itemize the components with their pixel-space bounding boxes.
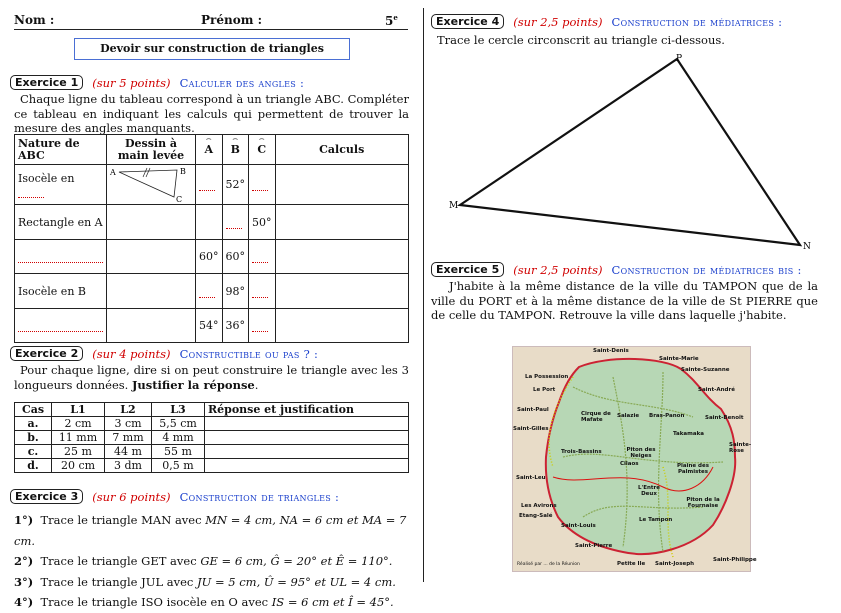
sketch-label-c: C [176, 194, 183, 204]
ex3-list [14, 510, 414, 613]
cell-calculs[interactable] [275, 309, 409, 343]
cell-dessin[interactable] [107, 205, 196, 240]
map-caption: Réalisé par ... de la Réunion [517, 562, 580, 567]
cell-calculs[interactable] [275, 205, 409, 240]
cell-l2: 44 m [105, 445, 152, 459]
cell-a: 54° [196, 309, 223, 343]
cell-dessin[interactable] [107, 165, 196, 205]
map-label: Les Avirons [521, 503, 557, 509]
col-b: ⌢ B [222, 135, 249, 165]
map-label: Sainte-Rose [729, 442, 752, 454]
ex1-points: (sur 5 points) [92, 75, 171, 90]
cell-dessin[interactable] [107, 240, 196, 274]
ex4-points: (sur 2,5 points) [513, 14, 603, 29]
table-row [15, 431, 409, 445]
ex3-topic: Construction de triangles : [179, 489, 340, 504]
ex2-topic: Constructible ou pas ? : [179, 346, 319, 361]
map-label: Sainte-Marie [659, 356, 699, 362]
ex1-table [14, 134, 409, 343]
ex4-text: Trace le cercle circonscrit au triangle ci-dessous. [437, 33, 725, 47]
cell-b: 60° [222, 240, 249, 274]
col-nature: Nature de ABC [15, 135, 107, 165]
cell-l1: 25 m [52, 445, 105, 459]
cell-l3: 5,5 cm [152, 417, 205, 431]
ex1-text: Chaque ligne du tableau correspond à un triangle ABC. Compléter ce tableau en indiquant les calculs qui permettent de trouver la mesure des angles manquants. [14, 92, 409, 135]
cell-c[interactable] [249, 240, 276, 274]
ex3-heading [10, 489, 339, 504]
cell-reponse[interactable] [205, 459, 409, 473]
cell-c: 50° [249, 205, 276, 240]
cell-l1: 11 mm [52, 431, 105, 445]
map-label: Salazie [617, 413, 640, 419]
cell-nature[interactable] [15, 240, 107, 274]
ex3-label: Exercice 3 [10, 489, 83, 504]
map-label: Saint-Pierre [575, 543, 613, 549]
cell-calculs[interactable] [275, 240, 409, 274]
col-l2: L2 [105, 403, 152, 417]
cell-a[interactable] [196, 165, 223, 205]
triangle-mpn-shape [460, 59, 800, 245]
column-divider [423, 8, 424, 582]
map-label: L'Entre Deux [638, 485, 660, 497]
sketch-label-a: A [110, 167, 116, 177]
ex5-heading [431, 262, 802, 277]
cell-a[interactable] [196, 205, 223, 240]
map-label: Piton de la Fournaise [686, 497, 720, 509]
ex5-label: Exercice 5 [431, 262, 504, 277]
cell-cas: b. [15, 431, 52, 445]
cell-reponse[interactable] [205, 431, 409, 445]
map-label: Saint-Philippe [713, 557, 757, 563]
vertex-p: P [676, 54, 683, 64]
map-label: Etang-Salé [519, 513, 553, 519]
ex2-label: Exercice 2 [10, 346, 83, 361]
map-label: Saint-Louis [561, 523, 596, 529]
page-title: Devoir sur construction de triangles [74, 38, 350, 60]
cell-l1: 20 cm [52, 459, 105, 473]
table-row [15, 459, 409, 473]
list-item: 2°) Trace le triangle GET avec GE = 6 cm, Ĝ = 20° et Ê = 110°. [14, 554, 393, 568]
table-row [15, 240, 409, 274]
cell-reponse[interactable] [205, 445, 409, 459]
map-label: Petite Ile [617, 561, 646, 567]
cell-l2: 3 dm [105, 459, 152, 473]
table-row [15, 165, 409, 205]
ex4-heading [431, 14, 782, 29]
map-label: Plaine des Palmistes [676, 463, 709, 475]
vertex-m: M [449, 201, 459, 211]
col-cas: Cas [15, 403, 52, 417]
cell-l2: 3 cm [105, 417, 152, 431]
map-label: Saint-Joseph [655, 561, 695, 567]
list-item: 3°) Trace le triangle JUL avec JU = 5 cm, Û = 95° et UL = 4 cm. [14, 574, 396, 589]
cell-b[interactable] [222, 205, 249, 240]
class-label: 5e [385, 13, 398, 28]
map-label: La Possession [525, 374, 569, 380]
cell-a[interactable] [196, 274, 223, 309]
cell-b: 52° [222, 165, 249, 205]
cell-cas: c. [15, 445, 52, 459]
map-label: Sainte-Suzanne [681, 367, 730, 373]
header-rule [14, 29, 408, 30]
map-label: Takamaka [673, 431, 704, 437]
cell-calculs[interactable] [275, 165, 409, 205]
table-row [15, 309, 409, 343]
table-row [15, 205, 409, 240]
cell-dessin[interactable] [107, 309, 196, 343]
col-c: ⌢ C [249, 135, 276, 165]
map-label: Bras-Panon [649, 413, 685, 419]
ex2-heading [10, 346, 318, 361]
sketch-label-b: B [180, 166, 186, 176]
col-dessin: Dessin à main levée [107, 135, 196, 165]
cell-cas: d. [15, 459, 52, 473]
ex3-points: (sur 6 points) [92, 489, 171, 504]
island-shape [513, 347, 750, 571]
map-label: Saint-Gilles [513, 426, 549, 432]
cell-b: 36° [222, 309, 249, 343]
cell-c[interactable] [249, 274, 276, 309]
cell-nature: Rectangle en A [15, 205, 107, 240]
map-label: Cilaos [620, 461, 639, 467]
ex4-label: Exercice 4 [431, 14, 504, 29]
list-item: 4°) Trace le triangle ISO isocèle en O avec IS = 6 cm et Î = 45°. [14, 595, 394, 609]
map-label: Cirque de Mafate [581, 411, 611, 423]
map-label: Saint-Denis [593, 348, 629, 354]
cell-reponse[interactable] [205, 417, 409, 431]
map-label: Saint-Leu [516, 475, 546, 481]
ex2-points: (sur 4 points) [92, 346, 171, 361]
map-label: Le Port [533, 387, 556, 393]
cell-c[interactable] [249, 165, 276, 205]
cell-l1: 2 cm [52, 417, 105, 431]
cell-l3: 4 mm [152, 431, 205, 445]
ex1-topic: Calculer des angles : [179, 75, 305, 90]
vertex-n: N [803, 242, 811, 252]
cell-b: 98° [222, 274, 249, 309]
table-row [15, 417, 409, 431]
cell-l3: 0,5 m [152, 459, 205, 473]
col-reponse: Réponse et justification [205, 403, 409, 417]
ex1-heading [10, 75, 304, 90]
ex4-topic: Construction de médiatrices : [611, 14, 783, 29]
table-row [15, 274, 409, 309]
cell-nature: Isocèle en B [15, 274, 107, 309]
col-calculs: Calculs [275, 135, 409, 165]
ex5-topic: Construction de médiatrices bis : [611, 262, 802, 277]
cell-c[interactable] [249, 309, 276, 343]
list-item: 1°) Trace le triangle MAN avec MN = 4 cm, NA = 6 cm et MA = 7 cm. [14, 513, 407, 548]
map-label: Piton des Neiges [626, 447, 656, 459]
map-label: Le Tampon [639, 517, 673, 523]
table-row [15, 445, 409, 459]
cell-nature[interactable]: Isocèle en [15, 165, 107, 205]
cell-a: 60° [196, 240, 223, 274]
col-l1: L1 [52, 403, 105, 417]
map-label: Saint-Benoît [705, 415, 744, 421]
ex5-points: (sur 2,5 points) [513, 262, 603, 277]
prenom-label: Prénom : [201, 13, 263, 27]
cell-l3: 55 m [152, 445, 205, 459]
ex2-text: Pour chaque ligne, dire si on peut construire le triangle avec les 3 longueurs données. Justifier la réponse. [14, 363, 409, 392]
map-label: Saint-Paul [517, 407, 549, 413]
cell-cas: a. [15, 417, 52, 431]
ex1-label: Exercice 1 [10, 75, 83, 90]
cell-dessin[interactable] [107, 274, 196, 309]
nom-label: Nom : [14, 13, 55, 27]
triangle-mpn [440, 50, 820, 255]
reunion-map [512, 346, 757, 572]
map-label: Trois-Bassins [561, 449, 602, 455]
ex2-table [14, 402, 409, 473]
col-a: ⌢ A [196, 135, 223, 165]
map-label: Saint-André [698, 387, 735, 393]
cell-calculs[interactable] [275, 274, 409, 309]
cell-l2: 7 mm [105, 431, 152, 445]
triangle-sketch [110, 166, 190, 204]
cell-nature[interactable] [15, 309, 107, 343]
ex5-text: J'habite à la même distance de la ville du TAMPON que de la ville du PORT et à la même distance de la ville de St PIERRE que de celle du TAMPON. Retrouve la ville dans laquelle j'habite. [431, 279, 818, 322]
col-l3: L3 [152, 403, 205, 417]
